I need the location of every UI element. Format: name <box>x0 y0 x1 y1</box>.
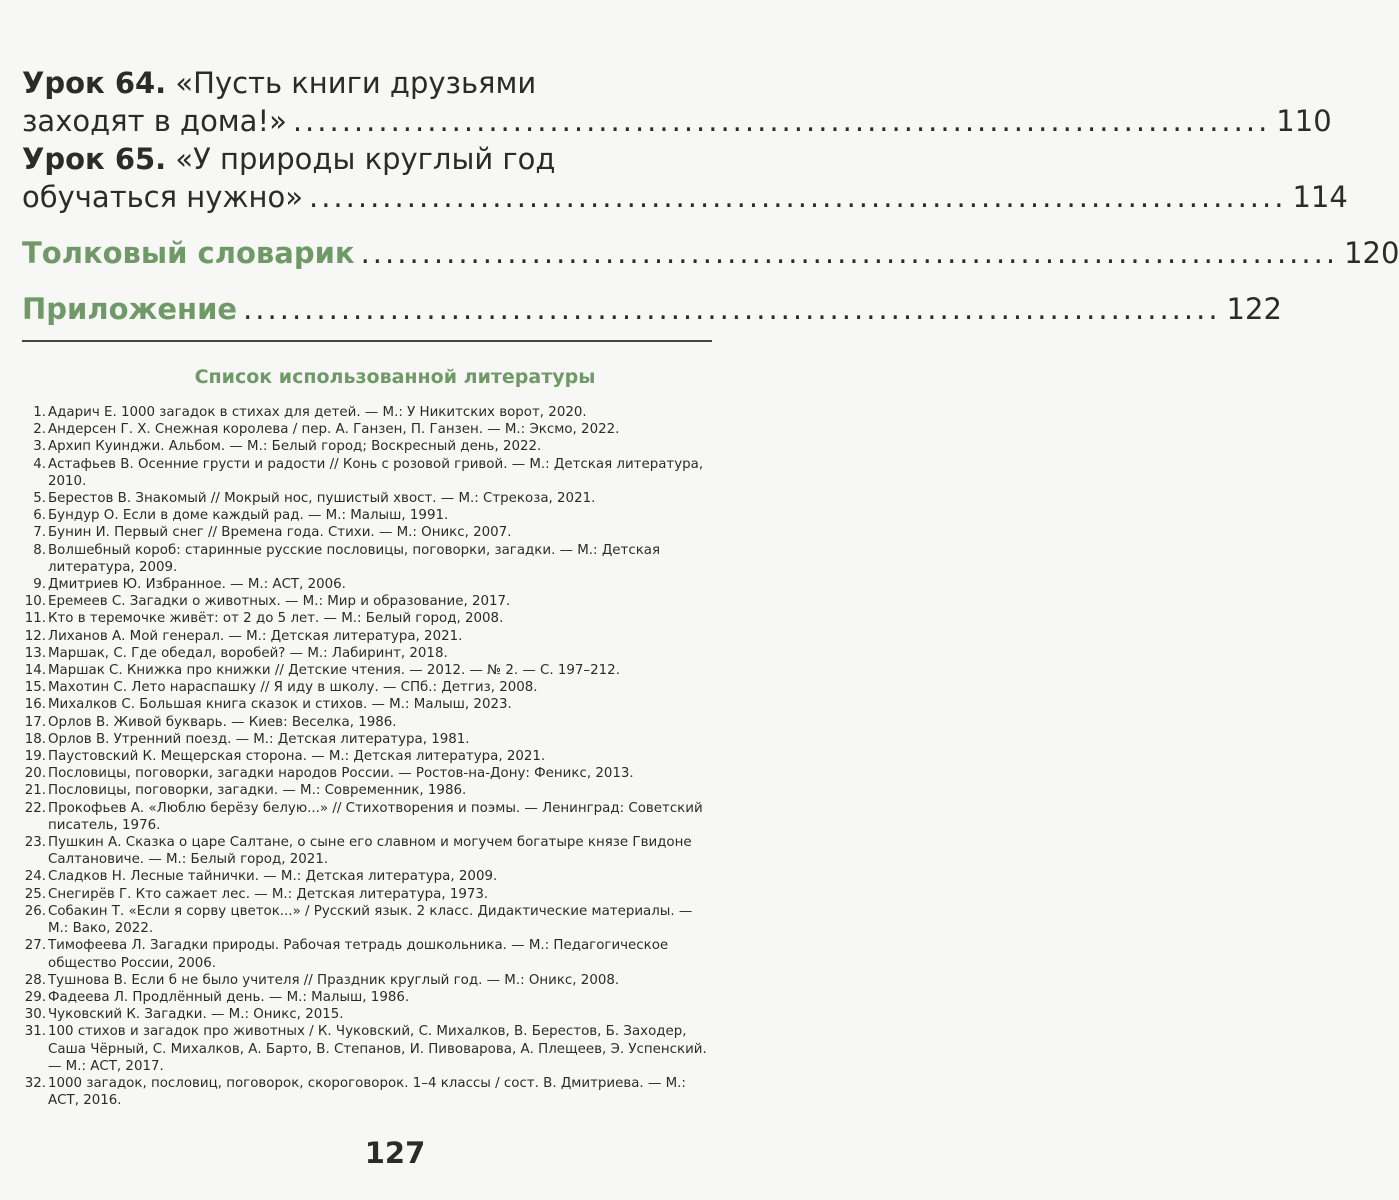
lesson-number: Урок 64. <box>22 66 167 100</box>
item-number: 14. <box>24 663 46 679</box>
item-number: 21. <box>24 783 46 799</box>
table-of-contents <box>22 64 1399 328</box>
item-text: Собакин Т. «Если я сорву цветок...» / Русский язык. 2 класс. Дидактические материалы. — М.: Вако, 2022. <box>48 903 693 937</box>
bibliography-item <box>12 628 712 645</box>
item-number: 28. <box>24 972 46 988</box>
item-number: 2. <box>33 422 46 438</box>
leader-dots: ................................................................................ <box>243 292 1221 326</box>
bibliography-item <box>12 576 712 593</box>
bibliography-item <box>12 696 712 713</box>
lesson-number: Урок 65. <box>22 142 167 176</box>
divider <box>22 340 712 342</box>
item-number: 30. <box>24 1007 46 1023</box>
item-number: 29. <box>24 989 46 1005</box>
bibliography-item <box>12 404 712 421</box>
bibliography-item <box>12 972 712 989</box>
bibliography-item <box>12 1023 712 1075</box>
bibliography-item <box>12 610 712 627</box>
page-number: 127 <box>364 1136 426 1170</box>
toc-page-number: 120 <box>1344 236 1399 270</box>
bibliography-item <box>12 765 712 782</box>
item-number: 12. <box>24 628 46 644</box>
toc-entry-lesson-64 <box>22 64 1332 140</box>
item-text: Чуковский К. Загадки. — М.: Оникс, 2015. <box>48 1007 344 1023</box>
item-text: Бунин И. Первый снег // Времена года. Стихи. — М.: Оникс, 2007. <box>48 525 512 541</box>
bibliography-item <box>12 834 712 868</box>
item-number: 17. <box>24 714 46 730</box>
item-text: Андерсен Г. Х. Снежная королева / пер. А. Ганзен, П. Ганзен. — М.: Эксмо, 2022. <box>48 422 620 438</box>
bibliography-item <box>12 662 712 679</box>
bibliography-title: Список использованной литературы <box>194 366 596 388</box>
bibliography-item <box>12 937 712 971</box>
bibliography-item <box>12 989 712 1006</box>
bibliography-item <box>12 1006 712 1023</box>
lesson-title: «Пусть книги друзьями <box>175 66 537 100</box>
toc-entry-lesson-65 <box>22 140 1348 216</box>
leader-dots: ................................................................................ <box>360 236 1339 270</box>
bibliography-item <box>12 868 712 885</box>
item-number: 8. <box>33 542 46 558</box>
bibliography-item <box>12 507 712 524</box>
item-text: Махотин С. Лето нараспашку // Я иду в школу. — СПб.: Детгиз, 2008. <box>48 680 538 696</box>
item-number: 5. <box>33 491 46 507</box>
item-text: Лиханов А. Мой генерал. — М.: Детская литература, 2021. <box>48 628 463 644</box>
item-number: 22. <box>24 800 46 816</box>
item-number: 18. <box>24 731 46 747</box>
bibliography-item <box>12 542 712 576</box>
item-text: Бундур О. Если в доме каждый рад. — М.: Малыш, 1991. <box>48 508 449 524</box>
item-number: 4. <box>33 456 46 472</box>
item-text: Орлов В. Живой букварь. — Киев: Веселка, 1986. <box>48 714 397 730</box>
item-text: Астафьев В. Осенние грусти и радости // Конь с розовой гривой. — М.: Детская литература, 2010. <box>48 456 704 489</box>
item-number: 26. <box>24 903 46 919</box>
item-number: 24. <box>24 869 46 885</box>
item-number: 3. <box>33 439 46 455</box>
item-text: Архип Куинджи. Альбом. — М.: Белый город; Воскресный день, 2022. <box>48 439 542 455</box>
item-text: Сладков Н. Лесные тайнички. — М.: Детская литература, 2009. <box>48 869 498 885</box>
toc-entry-glossary <box>22 234 1399 272</box>
bibliography-item <box>12 421 712 438</box>
item-number: 16. <box>24 697 46 713</box>
lesson-title: «У природы круглый год <box>175 142 556 176</box>
toc-page-number: 114 <box>1292 180 1348 214</box>
item-number: 15. <box>24 680 46 696</box>
item-text: Тушнова В. Если б не было учителя // Праздник круглый год. — М.: Оникс, 2008. <box>48 972 620 988</box>
item-text: Кто в теремочке живёт: от 2 до 5 лет. — М.: Белый город, 2008. <box>48 611 504 627</box>
leader-dots: ................................................................................ <box>308 180 1287 214</box>
item-number: 23. <box>24 835 46 851</box>
item-text: Тимофеева Л. Загадки природы. Рабочая тетрадь дошкольника. — М.: Педагогическое общество России, 2006. <box>48 938 669 971</box>
item-text: Адарич Е. 1000 загадок в стихах для детей. — М.: У Никитских ворот, 2020. <box>48 405 587 420</box>
bibliography-item <box>12 782 712 799</box>
bibliography-item <box>12 524 712 541</box>
bibliography-item <box>12 903 712 937</box>
toc-page-number: 110 <box>1276 104 1332 138</box>
item-number: 7. <box>33 525 46 541</box>
item-number: 10. <box>24 594 46 610</box>
item-text: Берестов В. Знакомый // Мокрый нос, пушистый хвост. — М.: Стрекоза, 2021. <box>48 491 596 507</box>
lesson-title-cont: обучаться нужно» <box>22 180 303 214</box>
item-text: Пушкин А. Сказка о царе Салтане, о сыне его славном и могучем богатыре князе Гвидоне Салтановиче. — М.: Белый город, 2021. <box>48 835 692 868</box>
bibliography-item <box>12 593 712 610</box>
lesson-title-cont: заходят в дома!» <box>22 104 287 138</box>
section-title: Приложение <box>22 292 238 326</box>
item-text: Пословицы, поговорки, загадки народов России. — Ростов-на-Дону: Феникс, 2013. <box>48 766 634 782</box>
bibliography-item <box>12 800 712 834</box>
section-title: Толковый словарик <box>22 236 355 270</box>
item-text: Михалков С. Большая книга сказок и стихов. — М.: Малыш, 2023. <box>48 697 512 713</box>
bibliography-item <box>12 886 712 903</box>
bibliography-item <box>12 456 712 490</box>
item-text: Паустовский К. Мещерская сторона. — М.: Детская литература, 2021. <box>48 749 546 765</box>
leader-dots: ................................................................................ <box>292 104 1271 138</box>
item-text: Орлов В. Утренний поезд. — М.: Детская литература, 1981. <box>48 731 470 747</box>
item-text: Прокофьев А. «Люблю берёзу белую...» // Стихотворения и поэмы. — Ленинград: Советский писатель, 1976. <box>48 800 703 833</box>
item-text: Волшебный короб: старинные русские пословицы, поговорки, загадки. — М.: Детская литература, 2009. <box>48 542 661 575</box>
toc-entry-appendix <box>22 290 1282 328</box>
toc-page-number: 122 <box>1226 292 1282 326</box>
item-number: 13. <box>24 645 46 661</box>
bibliography-list <box>12 404 712 1109</box>
item-text: Фадеева Л. Продлённый день. — М.: Малыш, 1986. <box>48 989 410 1005</box>
item-number: 31. <box>24 1024 46 1040</box>
item-text: Маршак, С. Где обедал, воробей? — М.: Лабиринт, 2018. <box>48 645 448 661</box>
item-number: 19. <box>24 749 46 765</box>
bibliography-item <box>12 645 712 662</box>
item-text: Пословицы, поговорки, загадки. — М.: Современник, 1986. <box>48 783 467 799</box>
bibliography-item <box>12 1075 712 1109</box>
bibliography-item <box>12 490 712 507</box>
item-number: 1. <box>33 405 46 420</box>
item-text: Снегирёв Г. Кто сажает лес. — М.: Детская литература, 1973. <box>48 886 489 902</box>
bibliography-item <box>12 714 712 731</box>
item-text: 1000 загадок, пословиц, поговорок, скороговорок. 1–4 классы / сост. В. Дмитриева. — М.: АСТ, 2016. <box>48 1075 686 1109</box>
bibliography-item <box>12 679 712 696</box>
item-text: Маршак С. Книжка про книжки // Детские чтения. — 2012. — № 2. — С. 197–212. <box>48 663 620 679</box>
item-text: Дмитриев Ю. Избранное. — М.: АСТ, 2006. <box>48 577 346 593</box>
bibliography-item <box>12 748 712 765</box>
item-number: 32. <box>24 1075 46 1091</box>
bibliography-item <box>12 438 712 455</box>
item-number: 9. <box>33 577 46 593</box>
item-number: 25. <box>24 886 46 902</box>
item-number: 20. <box>24 766 46 782</box>
item-text: 100 стихов и загадок про животных / К. Чуковский, С. Михалков, В. Берестов, Б. Заходер, Саша Чёрный, С. Михалков, А. Барто, В. Степанов, И. Пивоварова, А. Плещеев, Э. Успенский. — М.: АСТ, 2017. <box>48 1024 707 1074</box>
item-number: 6. <box>33 508 46 524</box>
item-number: 11. <box>24 611 46 627</box>
item-number: 27. <box>24 938 46 954</box>
item-text: Еремеев С. Загадки о животных. — М.: Мир и образование, 2017. <box>48 594 511 610</box>
bibliography-item <box>12 731 712 748</box>
